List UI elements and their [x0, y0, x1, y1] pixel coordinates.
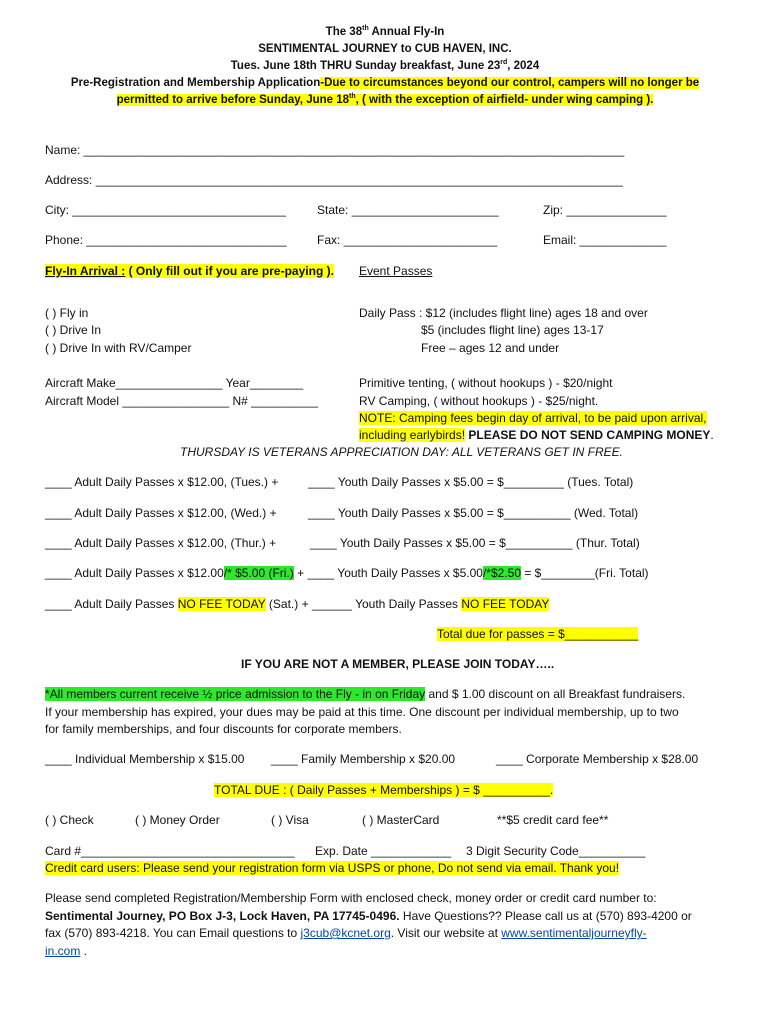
individual-membership-line[interactable]: ____ Individual Membership x $15.00 — [45, 752, 245, 766]
website-link[interactable]: www.sentimentaljourneyfly- — [501, 926, 647, 940]
corporate-membership-line[interactable]: ____ Corporate Membership x $28.00 — [496, 752, 699, 766]
camping-note-2: including earlybirds! PLEASE DO NOT SEND CAMPING MONEY. — [359, 428, 714, 442]
arrival-option-fly-in[interactable]: ( ) Fly in — [45, 306, 89, 320]
veterans-note: THURSDAY IS VETERANS APPRECIATION DAY: ALL VETERANS GET IN FREE. — [180, 445, 623, 459]
arrival-heading: Fly-In Arrival : ( Only fill out if you are pre-paying ). — [45, 264, 334, 278]
footer-line-1: Please send completed Registration/Membership Form with enclosed check, money order or credit card number to: — [45, 891, 657, 905]
state-field[interactable]: State: ______________________ — [317, 203, 499, 217]
website-link-continued[interactable]: in.com — [45, 944, 81, 958]
fax-field[interactable]: Fax: _______________________ — [317, 233, 498, 247]
wed-youth-line[interactable]: ____ Youth Daily Passes x $5.00 = $__________ (Wed. Total) — [308, 506, 639, 520]
security-code-field[interactable]: 3 Digit Security Code__________ — [466, 844, 646, 858]
title-line-1: The 38th Annual Fly-In — [325, 25, 445, 38]
payment-money-order-option[interactable]: ( ) Money Order — [135, 813, 220, 827]
rv-camping: RV Camping, ( without hookups ) - $25/night. — [359, 394, 599, 408]
sat-pass-line[interactable]: ____ Adult Daily Passes NO FEE TODAY (Sat.) + ______ Youth Daily Passes NO FEE TODAY — [45, 597, 550, 611]
daily-pass-youth: $5 (includes flight line) ages 13-17 — [421, 323, 604, 337]
daily-pass-child: Free – ages 12 and under — [421, 341, 560, 355]
address-field[interactable]: Address: _______________________________________________________________________________ — [45, 173, 623, 187]
card-number-field[interactable]: Card #________________________________ — [45, 844, 295, 858]
wed-adult-line[interactable]: ____ Adult Daily Passes x $12.00, (Wed.) + — [45, 506, 277, 520]
aircraft-model-field[interactable]: Aircraft Model ________________ N# __________ — [45, 394, 318, 408]
thu-youth-line[interactable]: ____ Youth Daily Passes x $5.00 = $__________ (Thur. Total) — [310, 536, 640, 550]
credit-card-note: Credit card users: Please send your registration form via USPS or phone, Do not send via email. Thank you! — [45, 861, 620, 875]
arrival-option-rv[interactable]: ( ) Drive In with RV/Camper — [45, 341, 192, 355]
total-passes-line[interactable]: Total due for passes = $___________ — [437, 627, 639, 641]
membership-line-3: for family memberships, and four discounts for corporate members. — [45, 722, 402, 736]
family-membership-line[interactable]: ____ Family Membership x $20.00 — [271, 752, 456, 766]
zip-field[interactable]: Zip: _______________ — [543, 203, 667, 217]
membership-heading: IF YOU ARE NOT A MEMBER, PLEASE JOIN TODAY….. — [241, 657, 555, 671]
footer-line-4: in.com . — [45, 944, 88, 958]
payment-mastercard-option[interactable]: ( ) MasterCard — [362, 813, 440, 827]
name-field[interactable]: Name: _________________________________________________________________________________ — [45, 143, 625, 157]
daily-pass-adult: Daily Pass : $12 (includes flight line) ages 18 and over — [359, 306, 648, 320]
camping-note-1: NOTE: Camping fees begin day of arrival, to be paid upon arrival, — [359, 411, 707, 425]
phone-field[interactable]: Phone: ______________________________ — [45, 233, 287, 247]
footer-line-2: Sentimental Journey, PO Box J-3, Lock Haven, PA 17745-0496. Have Questions?? Please call us at (570) 893-4200 or — [45, 909, 692, 923]
credit-card-fee-note: **$5 credit card fee** — [497, 813, 609, 827]
tent-camping: Primitive tenting, ( without hookups ) - $20/night — [359, 376, 613, 390]
membership-line-1: *All members current receive ½ price admission to the Fly - in on Friday and $ 1.00 discount on all Breakfast fundraisers. — [45, 687, 686, 701]
tue-adult-line[interactable]: ____ Adult Daily Passes x $12.00, (Tues.) + — [45, 475, 279, 489]
email-field[interactable]: Email: _____________ — [543, 233, 667, 247]
email-link[interactable]: j3cub@kcnet.org — [300, 926, 391, 940]
title-line-4: Pre-Registration and Membership Application-Due to circumstances beyond our control, campers will no longer be — [70, 77, 700, 89]
exp-date-field[interactable]: Exp. Date ____________ — [315, 844, 452, 858]
thu-adult-line[interactable]: ____ Adult Daily Passes x $12.00, (Thur.) + — [45, 536, 277, 550]
total-due-line[interactable]: TOTAL DUE : ( Daily Passes + Memberships ) = $ __________. — [214, 783, 554, 797]
footer-line-3: fax (570) 893-4218. You can Email questions to j3cub@kcnet.org. Visit our website at www.sentimentaljourneyfly- — [45, 926, 647, 940]
payment-check-option[interactable]: ( ) Check — [45, 813, 94, 827]
arrival-option-drive-in[interactable]: ( ) Drive In — [45, 323, 102, 337]
title-line-5: permitted to arrive before Sunday, June 18th, ( with the exception of airfield- under wing camping ). — [116, 93, 654, 106]
title-line-2: SENTIMENTAL JOURNEY to CUB HAVEN, INC. — [258, 43, 512, 55]
city-field[interactable]: City: ________________________________ — [45, 203, 286, 217]
tue-youth-line[interactable]: ____ Youth Daily Passes x $5.00 = $_________ (Tues. Total) — [308, 475, 634, 489]
aircraft-make-field[interactable]: Aircraft Make________________ Year________ — [45, 376, 304, 390]
fri-pass-line[interactable]: ____ Adult Daily Passes x $12.00/* $5.00 (Fri.) + ____ Youth Daily Passes x $5.00/*$2.50 = $________(Fri. Total) — [45, 566, 649, 580]
title-line-3: Tues. June 18th THRU Sunday breakfast, June 23rd, 2024 — [230, 59, 540, 72]
payment-visa-option[interactable]: ( ) Visa — [271, 813, 309, 827]
membership-line-2: If your membership has expired, your dues may be paid at this time. One discount per individual membership, up to two — [45, 705, 679, 719]
event-passes-heading: Event Passes — [359, 264, 433, 278]
